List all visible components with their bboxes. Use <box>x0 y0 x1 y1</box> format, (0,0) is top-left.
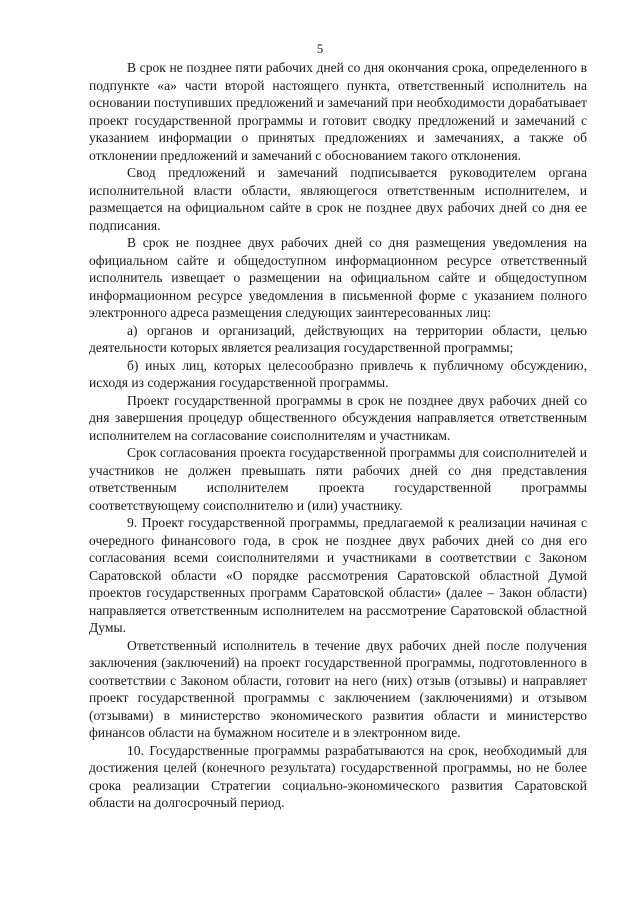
paragraph: Проект государственной программы в срок не позднее двух рабочих дней со дня завершения процедур общественного обсуждения направляется ответственным исполнителем на согласование соисполнителям и участникам. <box>89 392 587 443</box>
paragraph: В срок не позднее пяти рабочих дней со дня окончания срока, определенного в подпункте «а» части второй настоящего пункта, ответственный исполнитель на основании поступивших предложений и замечаний при необходимости дорабатывает проект государственной программы и готовит сводку предложений и замечаний с указанием информации о принятых предложениях и замечаниях, а также об отклонении предложений и замечаний с обоснованием такого отклонения. <box>89 60 587 163</box>
paragraph: В срок не позднее двух рабочих дней со дня размещения уведомления на официальном сайте и общедоступном информационном ресурсе ответственный исполнитель извещает о размещении на официальном сайте и общедоступном информационном ресурсе уведомления в письменной форме с указанием полного электронного адреса размещения следующих заинтересованных лиц: <box>89 235 587 320</box>
paragraph: Ответственный исполнитель в течение двух рабочих дней после получения заключения (заключений) на проект государственной программы, подготовленного в соответствии с Законом области, готовит на него (них) отзыв (отзывы) и направляет проект государственной программы с заключением (заключениями) и отзывом (отзывами) в министерство экономического развития области и министерство финансов области на бумажном носителе и в электронном виде. <box>89 637 587 740</box>
page-number: 5 <box>316 41 324 56</box>
paragraph: а) органов и организаций, действующих на территории области, целью деятельности которых является реализация государственной программы; <box>89 322 587 355</box>
paragraph: Срок согласования проекта государственной программы для соисполнителей и участников не должен превышать пяти рабочих дней со дня представления ответственным исполнителем проекта государственной программы соответствующему соисполнителю и (или) участнику. <box>89 445 587 513</box>
paragraph: Свод предложений и замечаний подписывается руководителем органа исполнительной власти области, являющегося ответственным исполнителем, и размещается на официальном сайте в срок не позднее двух рабочих дней со дня ее подписания. <box>89 165 587 233</box>
paragraph: б) иных лиц, которых целесообразно привлечь к публичному обсуждению, исходя из содержания государственной программы. <box>89 357 587 390</box>
document-body <box>89 59 587 812</box>
paragraph: 10. Государственные программы разрабатываются на срок, необходимый для достижения целей (конечного результата) государственной программы, но не более срока реализации Стратегии социально-экономического развития Саратовской области на долгосрочный период. <box>89 742 587 810</box>
paragraph: 9. Проект государственной программы, предлагаемой к реализации начиная с очередного финансового года, в срок не позднее двух рабочих дней со дня его согласования всеми соисполнителями и участниками в соответствии с Законом Саратовской области «О порядке рассмотрения Саратовской областной Думой проектов государственных программ Саратовской области» (далее – Закон области) направляется ответственным исполнителем на рассмотрение Саратовской областной Думы. <box>89 515 587 635</box>
